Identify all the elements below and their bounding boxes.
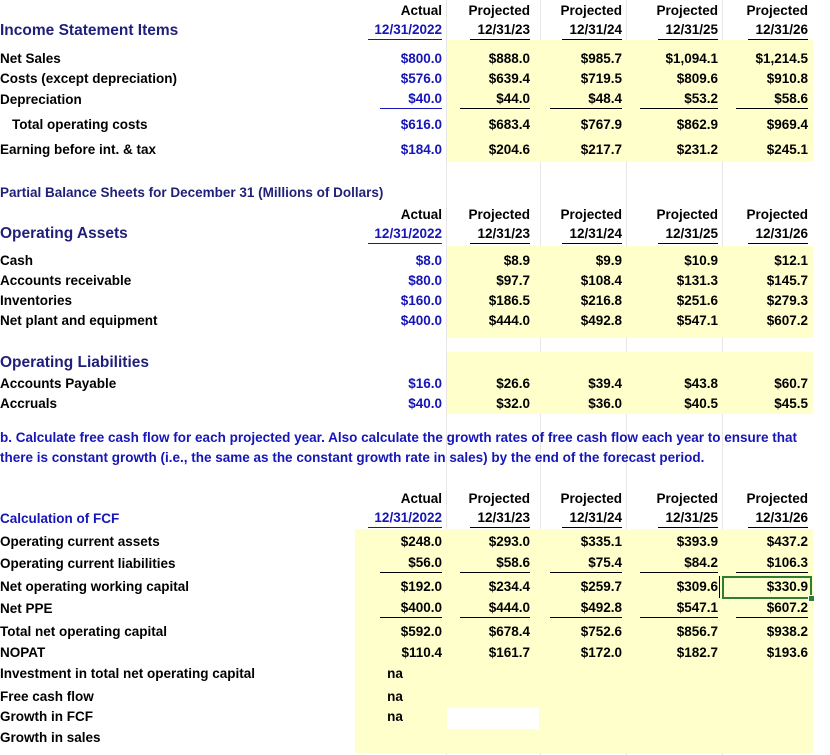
value-cell[interactable]: $335.1: [580, 534, 622, 549]
value-cell[interactable]: [540, 729, 622, 747]
value-cell[interactable]: $48.4: [550, 91, 622, 109]
value-cell[interactable]: $97.7: [496, 273, 530, 288]
value-cell[interactable]: [726, 665, 808, 683]
value-cell[interactable]: $75.4: [550, 555, 622, 573]
value-cell[interactable]: $53.2: [640, 91, 718, 109]
value-cell[interactable]: $607.2: [766, 313, 808, 328]
header-projected: Projected: [560, 207, 622, 222]
value-cell[interactable]: $576.0: [400, 71, 442, 86]
row-label: Net PPE: [0, 601, 53, 616]
row-label: Total operating costs: [12, 117, 148, 132]
value-cell[interactable]: $8.0: [415, 253, 442, 268]
value-cell[interactable]: [726, 708, 808, 726]
value-cell[interactable]: $444.0: [488, 313, 530, 328]
value-cell[interactable]: [370, 729, 442, 747]
value-cell[interactable]: $279.3: [766, 293, 808, 308]
header-actual: Actual: [400, 207, 442, 222]
header-date: 12/31/2022: [368, 22, 442, 40]
value-cell[interactable]: $43.8: [684, 376, 718, 391]
value-cell[interactable]: $161.7: [488, 645, 530, 660]
value-cell[interactable]: $245.1: [766, 142, 808, 157]
value-cell[interactable]: $607.2: [736, 600, 808, 618]
value-cell[interactable]: $985.7: [580, 51, 622, 66]
value-cell[interactable]: [540, 688, 622, 706]
row-label: Cash: [0, 253, 34, 268]
value-cell[interactable]: $910.8: [766, 71, 808, 86]
header-date: 12/31/23: [470, 226, 530, 244]
value-cell[interactable]: [450, 708, 530, 726]
value-cell[interactable]: $547.1: [640, 600, 718, 618]
header-date: 12/31/25: [658, 22, 718, 40]
liabilities-title: Operating Liabilities: [0, 354, 149, 371]
value-cell[interactable]: $193.6: [766, 645, 808, 660]
value-cell[interactable]: $10.9: [684, 253, 718, 268]
value-cell[interactable]: $131.3: [676, 273, 718, 288]
value-cell[interactable]: $80.0: [408, 273, 442, 288]
value-cell[interactable]: $58.6: [460, 555, 530, 573]
header-projected: Projected: [656, 491, 718, 506]
fill-handle[interactable]: [808, 595, 815, 602]
fcf-title: Calculation of FCF: [0, 511, 120, 526]
value-cell[interactable]: $108.4: [580, 273, 622, 288]
row-label: Free cash flow: [0, 689, 94, 704]
value-cell[interactable]: $800.0: [400, 51, 442, 66]
value-cell[interactable]: $8.9: [503, 253, 530, 268]
header-date: 12/31/26: [748, 510, 808, 528]
value-cell[interactable]: $683.4: [488, 117, 530, 132]
row-label: Accounts Payable: [0, 376, 117, 391]
row-label: Net plant and equipment: [0, 313, 158, 328]
value-cell[interactable]: $106.3: [736, 555, 808, 573]
value-cell[interactable]: [630, 708, 718, 726]
value-cell[interactable]: $752.6: [580, 624, 622, 639]
value-cell[interactable]: $36.0: [588, 396, 622, 411]
row-label: Depreciation: [0, 92, 82, 107]
header-date: 12/31/24: [562, 22, 622, 40]
selected-cell[interactable]: [722, 576, 812, 599]
row-label: Total net operating capital: [0, 624, 168, 639]
header-date: 12/31/26: [748, 22, 808, 40]
value-cell[interactable]: $969.4: [766, 117, 808, 132]
value-cell[interactable]: $186.5: [488, 293, 530, 308]
value-cell[interactable]: $84.2: [640, 555, 718, 573]
value-cell[interactable]: $547.1: [676, 313, 718, 328]
value-cell[interactable]: $888.0: [488, 51, 530, 66]
value-cell[interactable]: na: [387, 709, 403, 724]
header-projected: Projected: [746, 3, 808, 18]
header-actual: Actual: [400, 491, 442, 506]
value-cell[interactable]: $616.0: [400, 117, 442, 132]
row-label: Growth in sales: [0, 730, 101, 745]
row-label: Accounts receivable: [0, 273, 132, 288]
value-cell[interactable]: $44.0: [460, 91, 530, 109]
value-cell[interactable]: $184.0: [400, 142, 442, 157]
value-cell[interactable]: $12.1: [774, 253, 808, 268]
value-cell[interactable]: $293.0: [488, 534, 530, 549]
value-cell[interactable]: $248.0: [400, 534, 442, 549]
row-label: Net operating working capital: [0, 579, 190, 594]
value-cell[interactable]: [630, 665, 718, 683]
value-cell[interactable]: $217.7: [580, 142, 622, 157]
value-cell[interactable]: [726, 688, 808, 706]
value-cell[interactable]: $160.0: [400, 293, 442, 308]
value-cell[interactable]: [630, 688, 718, 706]
value-cell[interactable]: $856.7: [676, 624, 718, 639]
value-cell[interactable]: na: [387, 689, 403, 704]
header-date: 12/31/25: [658, 226, 718, 244]
header-date: 12/31/26: [748, 226, 808, 244]
header-projected: Projected: [656, 3, 718, 18]
header-actual: Actual: [400, 3, 442, 18]
value-cell[interactable]: $26.6: [496, 376, 530, 391]
question-text: b. Calculate free cash flow for each projected year. Also calculate the growth rates of free cash flow each year to ensure that there is constant growth (i.e., the same as the constant growth rate in sales) by the end of the forecast period.: [0, 430, 798, 465]
assets-title: Operating Assets: [0, 225, 128, 242]
value-cell[interactable]: $400.0: [400, 313, 442, 328]
value-cell[interactable]: $400.0: [380, 600, 442, 618]
value-cell[interactable]: $204.6: [488, 142, 530, 157]
header-projected: Projected: [468, 491, 530, 506]
value-cell[interactable]: $437.2: [766, 534, 808, 549]
value-cell[interactable]: [540, 708, 622, 726]
value-cell[interactable]: $259.7: [580, 579, 622, 594]
header-projected: Projected: [746, 491, 808, 506]
header-date: 12/31/2022: [368, 226, 442, 244]
value-cell[interactable]: $40.0: [408, 396, 442, 411]
row-label: Growth in FCF: [0, 709, 93, 724]
row-label: Earning before int. & tax: [0, 142, 157, 157]
value-cell[interactable]: $393.9: [676, 534, 718, 549]
value-cell[interactable]: $1,214.5: [755, 51, 808, 66]
value-cell[interactable]: $39.4: [588, 376, 622, 391]
header-date: 12/31/2022: [368, 510, 442, 528]
row-label: Investment in total net operating capital: [0, 666, 256, 681]
value-cell[interactable]: $330.9: [766, 579, 808, 594]
value-cell[interactable]: $40.0: [380, 91, 442, 109]
header-projected: Projected: [560, 3, 622, 18]
header-date: 12/31/24: [562, 226, 622, 244]
header-projected: Projected: [468, 207, 530, 222]
value-cell[interactable]: $492.8: [550, 600, 622, 618]
value-cell[interactable]: [450, 688, 530, 706]
balance-title: Partial Balance Sheets for December 31 (Millions of Dollars): [0, 185, 384, 200]
value-cell[interactable]: $40.5: [684, 396, 718, 411]
value-cell[interactable]: $719.5: [580, 71, 622, 86]
value-cell[interactable]: $9.9: [595, 253, 622, 268]
value-cell[interactable]: na: [387, 666, 403, 681]
value-cell[interactable]: $639.4: [488, 71, 530, 86]
header-date: 12/31/23: [470, 22, 530, 40]
value-cell[interactable]: $809.6: [676, 71, 718, 86]
value-cell[interactable]: $32.0: [496, 396, 530, 411]
value-cell[interactable]: $938.2: [766, 624, 808, 639]
row-label: Net Sales: [0, 51, 61, 66]
header-date: 12/31/23: [470, 510, 530, 528]
value-cell[interactable]: [450, 729, 530, 747]
value-cell[interactable]: $862.9: [676, 117, 718, 132]
header-projected: Projected: [656, 207, 718, 222]
row-label: Accruals: [0, 396, 58, 411]
value-cell[interactable]: $110.4: [401, 645, 442, 660]
value-cell[interactable]: $444.0: [460, 600, 530, 618]
header-projected: Projected: [560, 491, 622, 506]
value-cell[interactable]: $234.4: [488, 579, 530, 594]
value-cell[interactable]: $172.0: [580, 645, 622, 660]
value-cell[interactable]: $231.2: [676, 142, 718, 157]
row-label: Operating current assets: [0, 534, 160, 549]
value-cell[interactable]: $145.7: [766, 273, 808, 288]
value-cell[interactable]: $767.9: [580, 117, 622, 132]
value-cell[interactable]: $192.0: [400, 579, 442, 594]
header-projected: Projected: [468, 3, 530, 18]
value-cell[interactable]: $58.6: [736, 91, 808, 109]
value-cell[interactable]: [726, 729, 808, 747]
row-label: Costs (except depreciation): [0, 71, 178, 86]
value-cell[interactable]: $678.4: [488, 624, 530, 639]
value-cell[interactable]: $251.6: [676, 293, 718, 308]
value-cell[interactable]: $216.8: [580, 293, 622, 308]
header-projected: Projected: [746, 207, 808, 222]
value-cell[interactable]: [450, 665, 530, 683]
header-date: 12/31/25: [658, 510, 718, 528]
value-cell[interactable]: $1,094.1: [665, 51, 718, 66]
row-label: Operating current liabilities: [0, 556, 176, 571]
value-cell[interactable]: $492.8: [580, 313, 622, 328]
value-cell[interactable]: [630, 729, 718, 747]
value-cell[interactable]: $592.0: [400, 624, 442, 639]
value-cell[interactable]: $16.0: [408, 376, 442, 391]
value-cell[interactable]: $182.7: [676, 645, 718, 660]
header-date: 12/31/24: [562, 510, 622, 528]
value-cell[interactable]: $56.0: [380, 555, 442, 573]
value-cell[interactable]: $60.7: [774, 376, 808, 391]
row-label: NOPAT: [0, 645, 46, 660]
value-cell[interactable]: $45.5: [774, 396, 808, 411]
income-title: Income Statement Items: [0, 22, 179, 39]
row-label: Inventories: [0, 293, 73, 308]
value-cell[interactable]: $309.6: [676, 579, 718, 594]
value-cell[interactable]: [540, 665, 622, 683]
